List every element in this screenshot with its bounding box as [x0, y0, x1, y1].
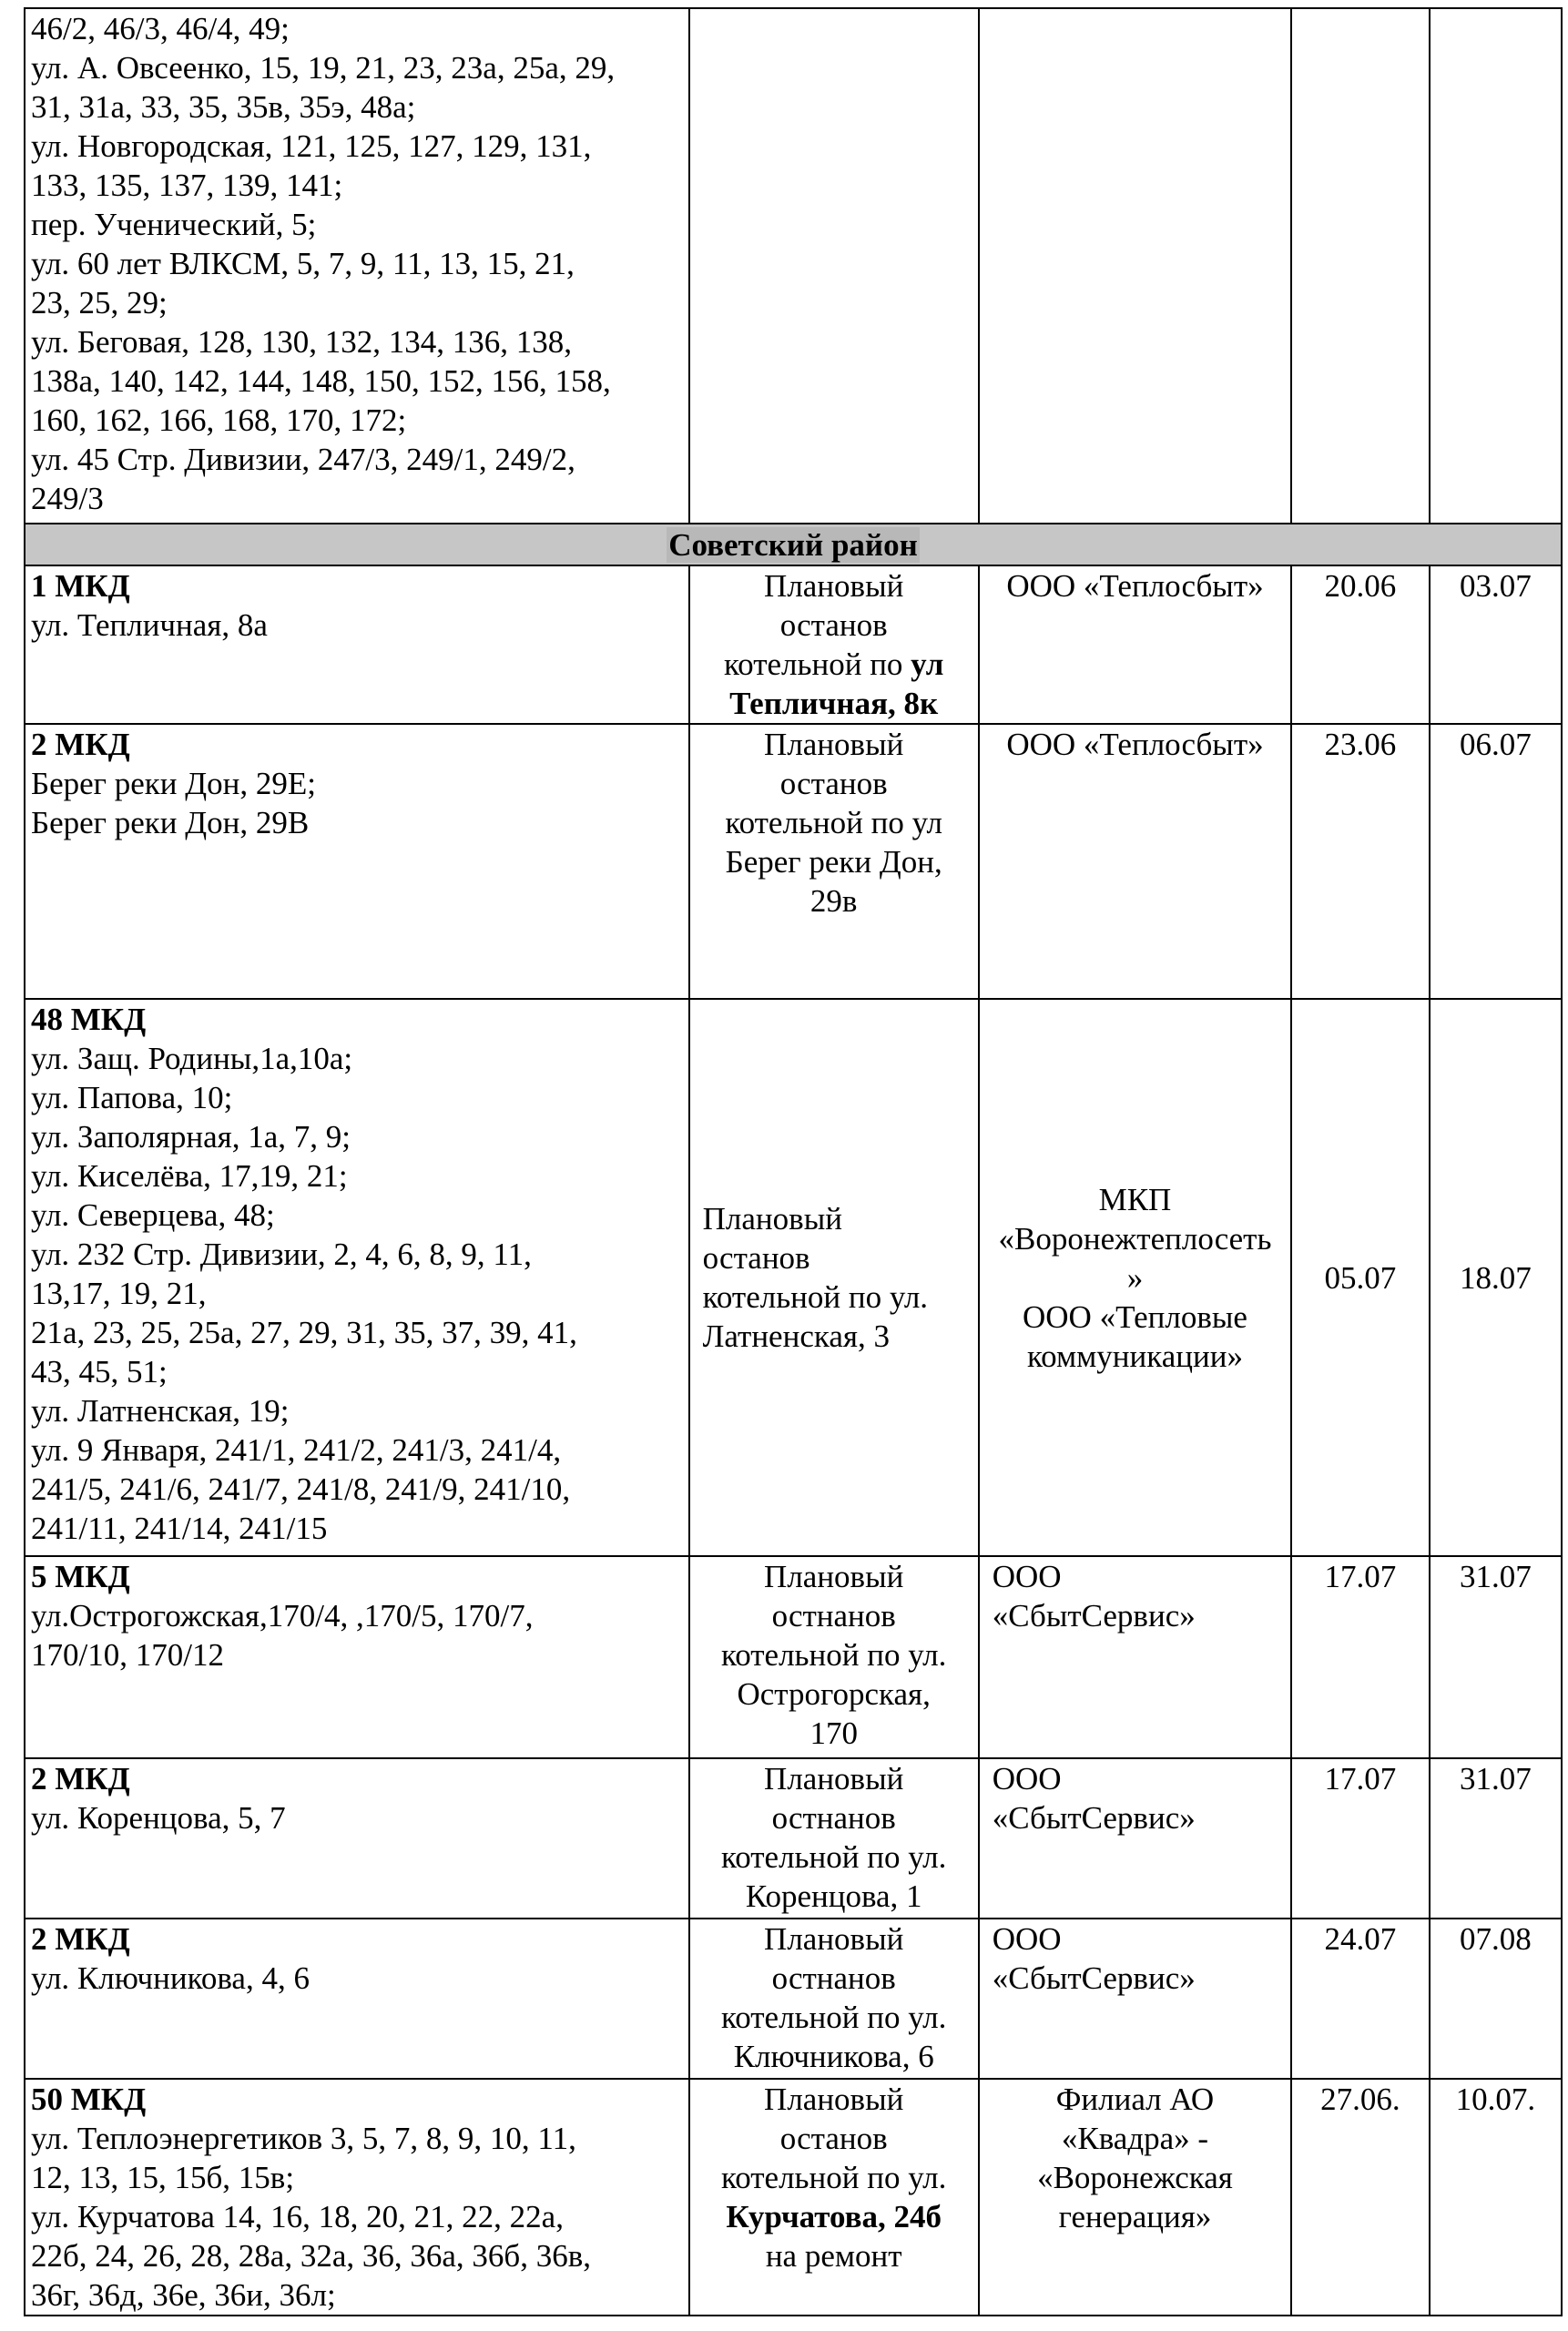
organization-line: «СбытСервис»: [992, 1960, 1196, 1996]
reason-line: остнанов: [771, 1598, 896, 1634]
organization-line: «Квадра» -: [1061, 2121, 1209, 2156]
address-cell: [25, 2079, 689, 2316]
reason-line: остнанов: [771, 1800, 896, 1836]
reason-line: Ключникова, 6: [733, 2039, 934, 2074]
reason-line: котельной по ул.: [720, 2000, 947, 2035]
reason-line: останов: [779, 2121, 888, 2156]
address-cell: [25, 724, 689, 999]
address-line: 43, 45, 51;: [31, 1354, 168, 1389]
reason-line: Плановый: [764, 2082, 904, 2117]
outage-schedule-table: [24, 7, 1563, 2316]
address-line: ул. Папова, 10;: [31, 1080, 233, 1115]
reason-cell: [689, 1758, 979, 1919]
address-line: ул. Беговая, 128, 130, 132, 134, 136, 138,: [31, 324, 572, 360]
address-line: 12, 13, 15, 15б, 15в;: [31, 2160, 295, 2195]
address-line: ул. 45 Стр. Дивизии, 247/3, 249/1, 249/2,: [31, 442, 575, 477]
organization-cell: [979, 8, 1291, 524]
address-line: ул. Курчатова 14, 16, 18, 20, 21, 22, 22а,: [31, 2199, 564, 2234]
start-date-cell: [1291, 1556, 1429, 1758]
end-date: 07.08: [1459, 1921, 1532, 1957]
end-date: 10.07.: [1455, 2082, 1536, 2117]
address-line: ул. 60 лет ВЛКСМ, 5, 7, 9, 11, 13, 15, 21,: [31, 246, 575, 281]
organization-line: «СбытСервис»: [992, 1800, 1196, 1836]
organization-line: ООО: [992, 1921, 1062, 1957]
reason-line: остнанов: [771, 1960, 896, 1996]
reason-cell: [689, 1919, 979, 2079]
organization-cell: [979, 1919, 1291, 2079]
table-row: [25, 565, 1562, 724]
start-date: 23.06: [1324, 727, 1397, 762]
building-count: 50 МКД: [31, 2082, 147, 2117]
reason-line: Плановый: [764, 1921, 904, 1957]
reason-line: останов: [702, 1240, 810, 1276]
address-line: 13,17, 19, 21,: [31, 1276, 207, 1311]
start-date: 20.06: [1324, 568, 1397, 604]
end-date: 31.07: [1459, 1559, 1532, 1594]
end-date-cell: [1430, 8, 1562, 524]
building-count: 5 МКД: [31, 1559, 130, 1594]
table-row: [25, 2079, 1562, 2316]
document-page: [24, 7, 1563, 2316]
address-cell: [25, 1919, 689, 2079]
address-cell: [25, 1556, 689, 1758]
organization-line: «Воронежтеплосеть: [998, 1220, 1272, 1257]
reason-cell: [689, 1556, 979, 1758]
reason-line: Плановый: [764, 568, 904, 604]
address-line: 36г, 36д, 36е, 36и, 36л;: [31, 2277, 336, 2313]
reason-cell: [689, 565, 979, 724]
reason-line: котельной по ул: [725, 805, 943, 840]
reason-cell: [689, 999, 979, 1556]
organization-line: Филиал АО: [1055, 2082, 1215, 2117]
address-cell: [25, 8, 689, 524]
start-date: 05.07: [1324, 1259, 1397, 1296]
address-cell: [25, 565, 689, 724]
table-row: [25, 1758, 1562, 1919]
address-line: 23, 25, 29;: [31, 285, 168, 321]
start-date: 17.07: [1324, 1559, 1397, 1594]
address-line: 170/10, 170/12: [31, 1637, 224, 1673]
address-line: Берег реки Дон, 29Е;: [31, 766, 317, 801]
address-line: ул. Новгородская, 121, 125, 127, 129, 131,: [31, 128, 592, 164]
end-date: 18.07: [1459, 1259, 1532, 1296]
organization-line: ООО «Теплосбыт»: [1006, 568, 1264, 604]
address-line: ул. Защ. Родины,1а,10а;: [31, 1041, 353, 1076]
table-row: [25, 999, 1562, 1556]
address-line: 133, 135, 137, 139, 141;: [31, 168, 343, 203]
address-line: ул. 232 Стр. Дивизии, 2, 4, 6, 8, 9, 11,: [31, 1237, 532, 1272]
address-cell: [25, 999, 689, 1556]
address-line: ул. Латненская, 19;: [31, 1393, 290, 1429]
start-date-cell: [1291, 565, 1429, 724]
start-date-cell: [1291, 8, 1429, 524]
reason-line: Плановый: [764, 727, 904, 762]
start-date-cell: [1291, 2079, 1429, 2316]
address-line: Берег реки Дон, 29В: [31, 805, 310, 840]
address-line: 249/3: [31, 481, 104, 516]
organization-line: ООО: [992, 1559, 1062, 1594]
table-row: [25, 1556, 1562, 1758]
reason-cell: [689, 724, 979, 999]
address-line: ул. Теплоэнергетиков 3, 5, 7, 8, 9, 10, 11,: [31, 2121, 576, 2156]
reason-line: останов: [779, 766, 888, 801]
end-date-cell: [1430, 565, 1562, 724]
address-line: ул.Острогожская,170/4, ,170/5, 170/7,: [31, 1598, 534, 1634]
end-date-cell: [1430, 724, 1562, 999]
address-line: 22б, 24, 26, 28, 28а, 32а, 36, 36а, 36б, 36в,: [31, 2238, 591, 2274]
end-date: 31.07: [1459, 1761, 1532, 1797]
organization-cell: [979, 1758, 1291, 1919]
address-line: 31, 31а, 33, 35, 35в, 35э, 48а;: [31, 89, 416, 125]
organization-cell: [979, 565, 1291, 724]
reason-line: котельной по ул.: [702, 1279, 929, 1315]
reason-line: Плановый: [702, 1201, 842, 1237]
address-line: пер. Ученический, 5;: [31, 207, 317, 242]
reason-line: 29в: [809, 883, 858, 919]
address-line: 241/11, 241/14, 241/15: [31, 1511, 328, 1546]
address-line: ул. А. Овсеенко, 15, 19, 21, 23, 23а, 25а, 29,: [31, 50, 616, 86]
address-line: ул. 9 Января, 241/1, 241/2, 241/3, 241/4,: [31, 1432, 562, 1468]
reason-line: котельной по ул.: [720, 1637, 947, 1673]
end-date-cell: [1430, 999, 1562, 1556]
reason-line: Коренцова, 1: [745, 1878, 922, 1914]
end-date: 03.07: [1459, 568, 1532, 604]
address-line: ул. Коренцова, 5, 7: [31, 1800, 286, 1836]
region-header: [25, 524, 1562, 565]
reason-bold-word: ул: [911, 646, 944, 682]
address-line: 241/5, 241/6, 241/7, 241/8, 241/9, 241/10,: [31, 1471, 571, 1507]
reason-line: Плановый: [764, 1761, 904, 1797]
reason-line: Плановый: [764, 1559, 904, 1594]
organization-line: коммуникации»: [1026, 1338, 1243, 1374]
reason-line: Острогорская,: [737, 1676, 931, 1712]
organization-cell: [979, 1556, 1291, 1758]
reason-cell: [689, 2079, 979, 2316]
reason-line: на ремонт: [765, 2238, 902, 2274]
address-line: 46/2, 46/3, 46/4, 49;: [31, 11, 290, 46]
start-date: 24.07: [1324, 1921, 1397, 1957]
building-count: 2 МКД: [31, 1761, 130, 1797]
building-count: 2 МКД: [31, 1921, 130, 1957]
region-header-row: [25, 524, 1562, 565]
reason-line: котельной по: [723, 646, 903, 682]
address-line: ул. Ключникова, 4, 6: [31, 1960, 310, 1996]
organization-cell: [979, 724, 1291, 999]
organization-line: »: [1126, 1259, 1144, 1296]
reason-line: котельной по ул.: [720, 1839, 947, 1875]
address-line: ул. Северцева, 48;: [31, 1197, 275, 1233]
reason-line: котельной по ул.: [720, 2160, 947, 2195]
reason-line: Латненская, 3: [702, 1318, 890, 1354]
address-line: ул. Тепличная, 8а: [31, 607, 268, 643]
organization-cell: [979, 2079, 1291, 2316]
address-line: 160, 162, 166, 168, 170, 172;: [31, 402, 407, 438]
reason-line: останов: [779, 607, 888, 643]
building-count: 1 МКД: [31, 568, 130, 604]
building-count: 2 МКД: [31, 727, 130, 762]
organization-line: ООО: [992, 1761, 1062, 1797]
end-date-cell: [1430, 2079, 1562, 2316]
table-row-continuation: [25, 8, 1562, 524]
address-cell: [25, 1758, 689, 1919]
reason-boiler-address: Курчатова, 24б: [726, 2199, 942, 2234]
address-line: ул. Заполярная, 1а, 7, 9;: [31, 1119, 351, 1155]
start-date-cell: [1291, 999, 1429, 1556]
start-date-cell: [1291, 1919, 1429, 2079]
reason-line: Берег реки Дон,: [725, 844, 942, 880]
end-date: 06.07: [1459, 727, 1532, 762]
address-line: ул. Киселёва, 17,19, 21;: [31, 1158, 348, 1194]
address-line: 138а, 140, 142, 144, 148, 150, 152, 156, 158,: [31, 363, 611, 399]
organization-cell: [979, 999, 1291, 1556]
organization-line: «СбытСервис»: [992, 1598, 1196, 1634]
reason-boiler-address: Тепличная, 8к: [729, 686, 939, 721]
start-date-cell: [1291, 1758, 1429, 1919]
organization-line: «Воронежская: [1037, 2160, 1233, 2195]
start-date-cell: [1291, 724, 1429, 999]
reason-cell: [689, 8, 979, 524]
table-row: [25, 1919, 1562, 2079]
organization-line: ООО «Тепловые: [1023, 1298, 1247, 1335]
organization-line: ООО «Теплосбыт»: [1006, 727, 1264, 762]
organization-line: МКП: [1098, 1181, 1172, 1217]
organization-line: генерация»: [1058, 2199, 1212, 2234]
end-date-cell: [1430, 1556, 1562, 1758]
end-date-cell: [1430, 1919, 1562, 2079]
end-date-cell: [1430, 1758, 1562, 1919]
building-count: 48 МКД: [31, 1002, 147, 1037]
start-date: 17.07: [1324, 1761, 1397, 1797]
start-date: 27.06.: [1320, 2082, 1400, 2117]
table-row: [25, 724, 1562, 999]
region-title: Советский район: [668, 526, 918, 563]
address-line: 21а, 23, 25, 25а, 27, 29, 31, 35, 37, 39, 41,: [31, 1315, 577, 1350]
reason-line: 170: [809, 1715, 858, 1751]
